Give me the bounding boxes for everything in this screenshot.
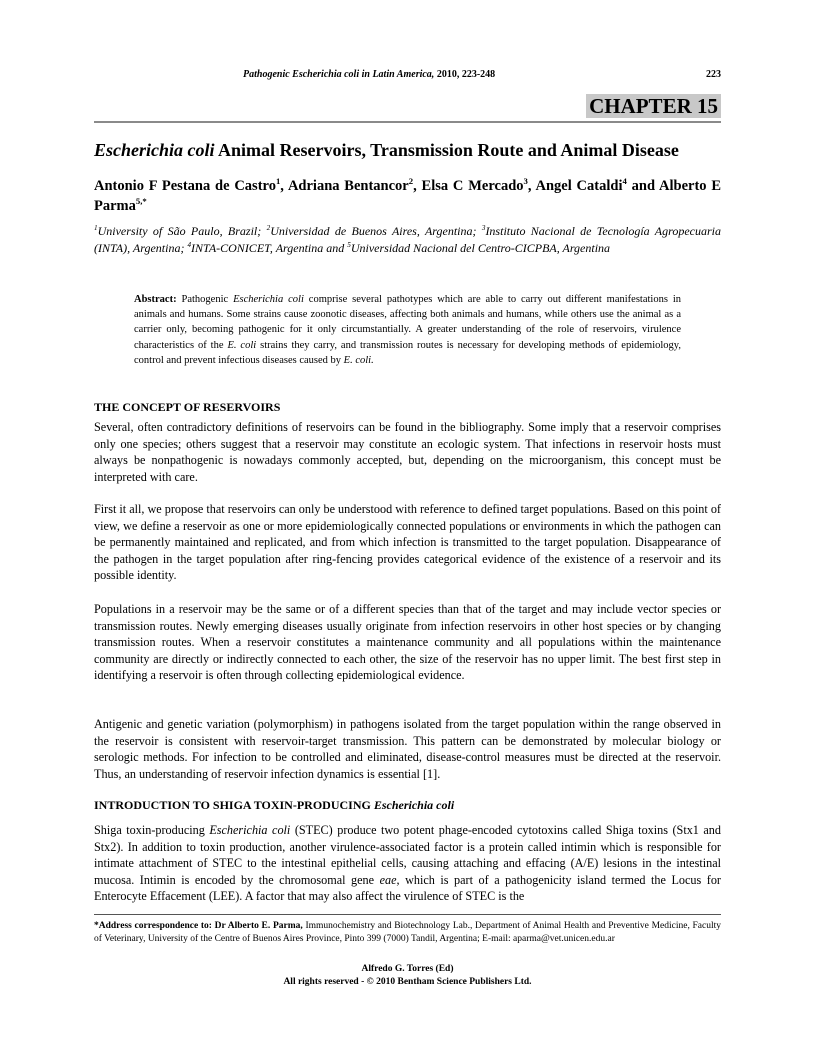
affiliation: Universidad Nacional del Centro-CICPBA, Argentina <box>350 241 611 255</box>
abstract <box>134 292 681 368</box>
author-affil-mark: 5,* <box>135 196 147 207</box>
heading-italic: Escherichia coli <box>373 798 455 812</box>
article-title <box>94 139 721 161</box>
section-heading-reservoirs: THE CONCEPT OF RESERVOIRS <box>94 400 281 414</box>
section-heading-stec <box>94 797 721 813</box>
author-affil-mark: 3 <box>523 176 528 187</box>
author-affil-mark: 2 <box>408 176 414 187</box>
footnote-text: Immunochemistry and Biotechnology Lab., Department of Animal Health and Preventive Medicine, Faculty of Veterinary, University of the Centre of Buenos Aires Province, Pinto 399 (7000) Tandil, Argentina; E-mail: aparma@vet.unicen.edu.ar <box>94 921 722 944</box>
paragraph: Populations in a reservoir may be the same or of a different species than that of the target and may include vector species or transmission routes. Newly emerging diseases usually originate from infection reservoirs in other host species or by changing transmission routes. When a reservoir constitutes a maintenance community and all populations within the maintenance community are directly or indirectly connected to each other, the size of the reservoir has no upper limit. The best first step in identifying a reservoir is often through collecting epidemiological evidence. <box>94 602 721 683</box>
footnote-label: *Address correspondence to: Dr Alberto E. Parma, <box>94 921 303 931</box>
paragraph <box>94 822 721 905</box>
affil-mark: 5 <box>347 241 351 249</box>
separator: and <box>626 178 660 194</box>
author: Elsa C Mercado <box>421 178 524 194</box>
author-list <box>94 176 721 216</box>
abstract-text: strains they carry, and transmission routes is necessary for developing methods of epidemiology, control and prevent infectious diseases caused by <box>134 339 681 366</box>
author-affil-mark: 4 <box>622 176 627 187</box>
text: Shiga toxin-producing <box>94 823 210 837</box>
affiliations <box>94 223 721 257</box>
text: which is part of a pathogenicity island termed the Locus for Enterocyte Effacement (LEE). A factor that may also affect the virulence of STEC is the <box>94 872 721 904</box>
title-italic: Escherichia coli <box>94 140 215 160</box>
abstract-text: comprise several pathotypes which are able to carry out different manifestations in animals and humans. Some strains cause zoonotic diseases, affecting both animals and humans, while others use the animal as a carrier only, becoming pathogenic for it only circumstantially. A greater understanding of the role of reservoirs, virulence characteristics of the <box>134 294 681 351</box>
abstract-italic: E. coli <box>227 339 257 351</box>
author-affil-mark: 1 <box>275 176 281 187</box>
page-footer <box>94 963 721 989</box>
editor-credit: Alfredo G. Torres (Ed) <box>361 964 454 974</box>
copyright: All rights reserved - © 2010 Bentham Science Publishers Ltd. <box>283 977 532 987</box>
paragraph: First it all, we propose that reservoirs can only be understood with reference to defined target populations. Based on this point of view, we define a reservoir as one or more epidemiologically connected populations or environments in which the pathogen can be permanently maintained and replicated, and from which infection is transmitted to the target population. Disappearance of the pathogen in the target population after ring-fencing provides categorical evidence of the existence of a reservoir and its possible identity. <box>94 502 721 583</box>
affiliation: University of São Paulo, Brazil; <box>97 224 267 238</box>
italic-text: eae, <box>379 872 400 887</box>
separator: , <box>527 178 536 194</box>
chapter-label: CHAPTER 15 <box>586 94 721 118</box>
affiliation: INTA-CONICET, Argentina and <box>191 241 348 255</box>
paragraph: Several, often contradictory definitions of reservoirs can be found in the bibliography. Some imply that a reservoir comprises only one species; others suggest that a reservoir may constitute an ecologic system. That infections in reservoir hosts must always be nonpathogenic is nowadays commonly accepted, but, depending on the microorganism, this concept must be interpreted with care. <box>94 420 721 484</box>
affil-mark: 2 <box>266 224 271 232</box>
separator: , <box>280 178 288 194</box>
journal-year-pages: 2010, 223-248 <box>434 69 496 80</box>
affil-mark: 3 <box>481 224 486 232</box>
affiliation: Universidad de Buenos Aires, Argentina; <box>270 224 482 238</box>
affil-mark: 1 <box>94 224 98 232</box>
heading-text: INTRODUCTION TO SHIGA TOXIN-PRODUCING <box>94 798 374 812</box>
paragraph: Antigenic and genetic variation (polymorphism) in pathogens isolated from the target population within the range observed in the reservoir is consistent with reservoir-target transmission. This pattern can be demonstrated by molecular biology or serologic methods. For infection to be controlled and eliminated, disease-control measures must be directed at the reservoir. Thus, an understanding of reservoir infection dynamics is essential [1]. <box>94 717 721 781</box>
affil-mark: 4 <box>187 241 192 249</box>
chapter-divider <box>94 121 721 123</box>
affiliation: Instituto Nacional de Tecnología Agropecuaria (INTA), Argentina; <box>94 224 721 255</box>
correspondence-footnote <box>94 920 721 946</box>
title-rest: Animal Reservoirs, Transmission Route and Animal Disease <box>214 140 679 160</box>
separator: , <box>413 178 422 194</box>
author: Antonio F Pestana de Castro <box>94 178 276 194</box>
running-head <box>94 69 721 83</box>
author: Alberto E Parma <box>94 178 722 214</box>
journal-citation <box>243 69 495 80</box>
footnote-divider <box>94 914 721 915</box>
abstract-italic: E. coli. <box>343 354 374 366</box>
text: (STEC) produce two potent phage-encoded cytotoxins called Shiga toxins (Stx1 and Stx2). In addition to toxin production, another virulence-associated factor is a protein called intimin which is responsible for intimate attachment of STEC to the intestinal epithelial cells, causing attaching and effacing (A/E) lesions in the intestinal mucosa. Intimin is encoded by the chromosomal gene <box>94 823 721 887</box>
italic-text: Escherichia coli <box>209 823 291 837</box>
abstract-label: Abstract: <box>134 294 177 305</box>
journal-title: Pathogenic Escherichia coli in Latin America, <box>243 69 435 80</box>
abstract-text: Pathogenic <box>176 294 234 305</box>
author: Angel Cataldi <box>535 178 623 194</box>
author: Adriana Bentancor <box>287 178 409 194</box>
abstract-italic: Escherichia coli <box>233 294 304 305</box>
page-number: 223 <box>706 69 721 80</box>
